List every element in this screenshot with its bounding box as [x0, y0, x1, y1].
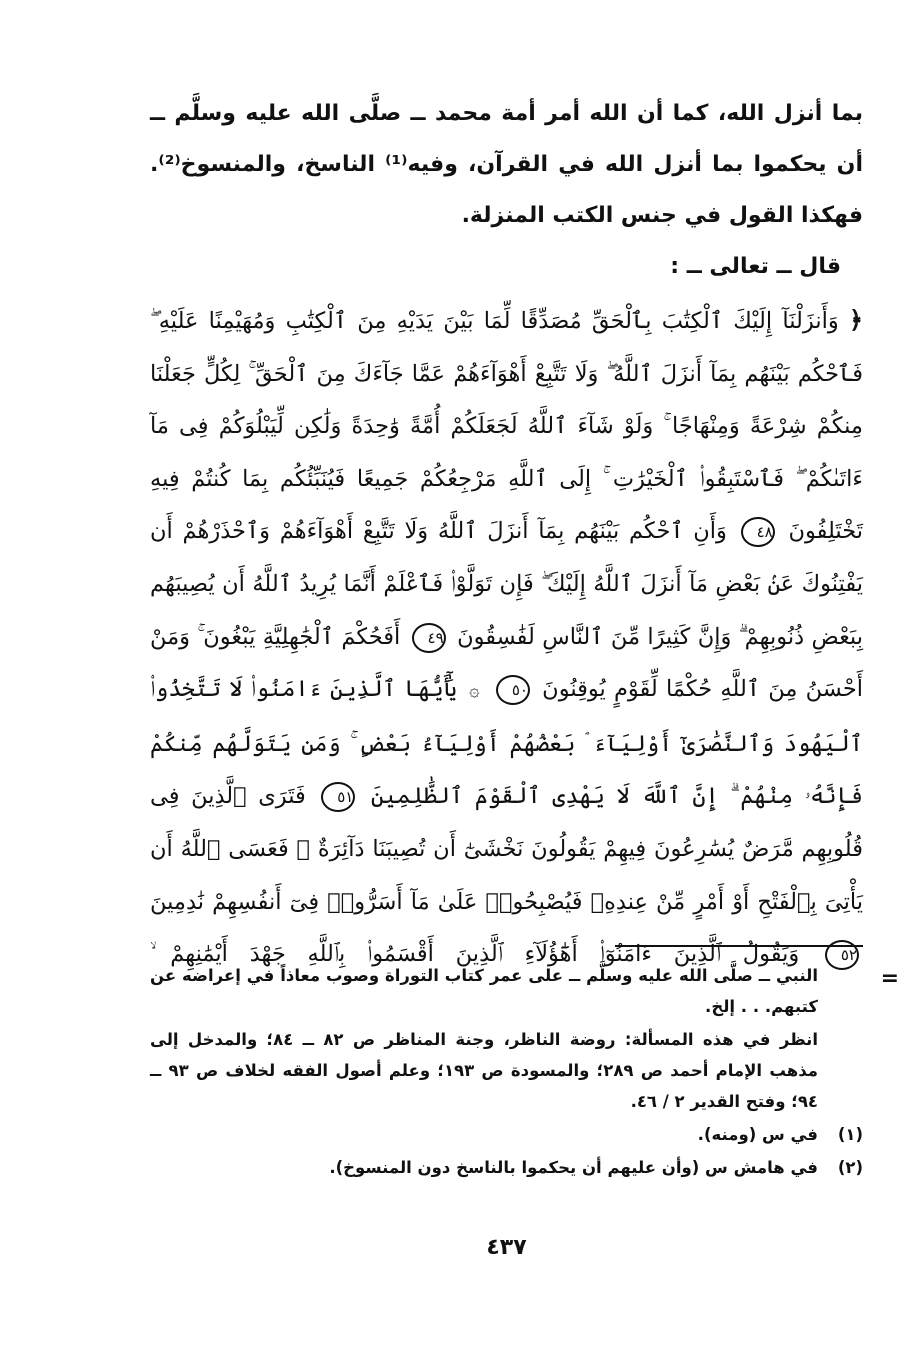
verse-48: وَأَنزَلْنَآ إِلَيْكَ ٱلْكِتَٰبَ بِٱلْحَقِّ مُصَدِّقًا لِّمَا بَيْنَ يَدَيْهِ مِنَ ٱلْكِتَٰبِ وَمُهَيْمِنًا عَلَيْهِ ۖ فَٱحْكُم بَيْنَهُم بِمَآ أَنزَلَ ٱللَّهُ ۖ وَلَا تَتَّبِعْ أَهْوَآءَهُمْ عَمَّا جَآءَكَ مِنَ ٱلْحَقِّ ۚ لِكُلٍّ جَعَلْنَا مِنكُمْ شِرْعَةً وَمِنْهَاجًا ۚ وَلَوْ شَآءَ ٱللَّهُ لَجَعَلَكُمْ أُمَّةً وَٰحِدَةً وَلَٰكِن لِّيَبْلُوَكُمْ فِى مَآ ءَاتَىٰكُمْ ۖ فَٱسْتَبِقُوا۟ ٱلْخَيْرَٰتِ ۚ إِلَى ٱللَّهِ مَرْجِعُكُمْ جَمِيعًا فَيُنَبِّئُكُم بِمَا كُنتُمْ فِيهِ تَخْتَلِفُونَ	[150, 308, 863, 545]
footnote-2-marker: (٢)	[837, 1158, 863, 1177]
verse-51: يَٰٓأَيُّهَا ٱلَّذِينَ ءَامَنُوا۟ لَا تَتَّخِذُوا۟ ٱلْيَهُودَ وَٱلنَّصَٰرَىٰٓ أَوْلِيَآءَ ۘ بَعْضُهُمْ أَوْلِيَآءُ بَعْضٍ ۚ وَمَن يَتَوَلَّهُم مِّنكُمْ فَإِنَّهُۥ مِنْهُمْ ۗ إِنَّ ٱللَّهَ لَا يَهْدِى ٱلْقَوْمَ ٱلظَّٰلِمِينَ	[150, 676, 863, 810]
footnote-2-text: في هامش س (وأن عليهم أن يحكموا بالناسخ دون المنسوخ).	[329, 1158, 818, 1177]
ayah-number-50: ٥٠	[496, 675, 530, 705]
footnote-continuation-mark: =	[880, 966, 899, 991]
footnote-1	[150, 1119, 863, 1150]
footnotes	[150, 960, 863, 1183]
footnote-continuation: النبي ــ صلَّى الله عليه وسلَّم ــ على عمر كتاب التوراة وصوب معاذاً في إعراضه عن كتبهم. . . إلخ.	[150, 966, 818, 1016]
hizb-mark-icon: ۞	[469, 680, 480, 702]
footnote-divider	[615, 945, 863, 947]
footnote-1-marker: (١)	[837, 1125, 863, 1144]
ayah-number-51: ٥١	[321, 782, 355, 812]
verse-50: أَفَحُكْمَ ٱلْجَٰهِلِيَّةِ يَبْغُونَ ۚ وَمَنْ أَحْسَنُ مِنَ ٱللَّهِ حُكْمًا لِّقَوْمٍ يُوقِنُونَ	[150, 623, 863, 703]
ayah-number-49: ٤٩	[412, 623, 446, 653]
intro-paragraph: بما أنزل الله، كما أن الله أمر أمة محمد ــ صلَّى الله عليه وسلَّم ــ أن يحكموا بما أنزل الله في القرآن، وفيه⁽¹⁾ الناسخ، والمنسوخ⁽²⁾. فهكذا القول في جنس الكتب المنزلة.	[150, 101, 863, 228]
verse-49: وَأَنِ ٱحْكُم بَيْنَهُم بِمَآ أَنزَلَ ٱللَّهُ وَلَا تَتَّبِعْ أَهْوَآءَهُمْ وَٱحْذَرْهُمْ أَن يَفْتِنُوكَ عَنۢ بَعْضِ مَآ أَنزَلَ ٱللَّهُ إِلَيْكَ ۖ فَإِن تَوَلَّوْا۟ فَٱعْلَمْ أَنَّمَا يُرِيدُ ٱللَّهُ أَن يُصِيبَهُم بِبَعْضِ ذُنُوبِهِمْ ۗ وَإِنَّ كَثِيرًا مِّنَ ٱلنَّاسِ لَفَٰسِقُونَ	[150, 518, 863, 650]
page-number: ٤٣٧	[486, 1235, 527, 1260]
ayah-number-48: ٤٨	[741, 517, 775, 547]
ayah-number-52: ٥٢	[825, 940, 859, 970]
footnote-reference: انظر في هذه المسألة: روضة الناظر، وجنة المناظر ص ٨٢ ــ ٨٤؛ والمدخل إلى مذهب الإمام أحمد ص ٢٨٩؛ والمسودة ص ١٩٣؛ وعلم أصول الفقه لخلاف ص ٩٣ ــ ٩٤؛ وفتح القدير ٢ / ٤٦.	[150, 1030, 819, 1111]
book-page	[150, 88, 899, 1288]
footnote-2	[150, 1152, 863, 1183]
verse-heading: قال ــ تعالى ــ :	[670, 254, 841, 279]
quran-passage	[150, 294, 863, 981]
verse-52: فَتَرَى ٱلَّذِينَ فِى قُلُوبِهِم مَّرَضٌ يُسَٰرِعُونَ فِيهِمْ يَقُولُونَ نَخْشَىٰٓ أَن تُصِيبَنَا دَآئِرَةٌ ۚ فَعَسَى ٱللَّهُ أَن يَأْتِىَ بِٱلْفَتْحِ أَوْ أَمْرٍ مِّنْ عِندِهِۦ فَيُصْبِحُوا۟ عَلَىٰ مَآ أَسَرُّوا۟ فِىٓ أَنفُسِهِمْ نَٰدِمِينَ	[150, 783, 863, 915]
footnote-1-text: في س (ومنه).	[697, 1125, 818, 1144]
verse-53: وَيَقُولُ ٱلَّذِينَ ءَامَنُوٓا۟ أَهَٰٓؤُلَآءِ ٱلَّذِينَ أَقْسَمُوا۟ بِٱللَّهِ جَهْدَ أَيْمَٰنِهِمْ ۙ	[150, 941, 800, 968]
ornate-bracket-open: ﴿	[848, 305, 864, 334]
